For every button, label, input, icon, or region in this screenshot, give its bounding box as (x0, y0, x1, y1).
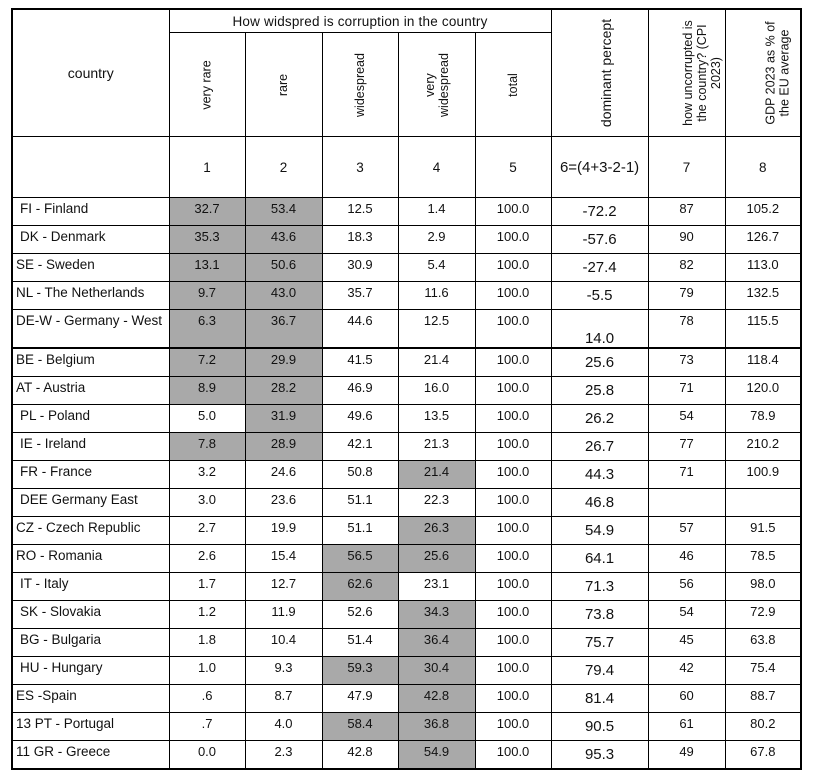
value-cell: 5.0 (169, 405, 245, 433)
header-rare: rare (245, 33, 322, 137)
value-cell: 49.6 (322, 405, 398, 433)
value-cell: 30.9 (322, 254, 398, 282)
value-cell: 100.0 (475, 377, 551, 405)
country-cell: SK - Slovakia (12, 601, 169, 629)
value-cell: 51.1 (322, 517, 398, 545)
value-cell (648, 489, 725, 517)
value-cell: 23.6 (245, 489, 322, 517)
country-cell: RO - Romania (12, 545, 169, 573)
table-row (12, 461, 801, 489)
value-cell: 100.0 (475, 517, 551, 545)
value-cell: 87 (648, 198, 725, 226)
value-cell: 13.1 (169, 254, 245, 282)
value-cell: 115.5 (725, 310, 801, 349)
value-cell: 100.0 (475, 226, 551, 254)
value-cell: 61 (648, 713, 725, 741)
corruption-perception-table (11, 8, 802, 770)
col-num: 6=(4+3-2-1) (551, 137, 648, 198)
dominant-percept-cell: 25.6 (551, 348, 648, 377)
value-cell: 46.9 (322, 377, 398, 405)
value-cell: 58.4 (322, 713, 398, 741)
value-cell: .6 (169, 685, 245, 713)
value-cell: 1.7 (169, 573, 245, 601)
value-cell: 72.9 (725, 601, 801, 629)
value-cell: 42.8 (398, 685, 475, 713)
table-row (12, 198, 801, 226)
value-cell: 56 (648, 573, 725, 601)
table-row (12, 601, 801, 629)
value-cell: 56.5 (322, 545, 398, 573)
value-cell: 1.0 (169, 657, 245, 685)
value-cell: 35.7 (322, 282, 398, 310)
value-cell: 50.6 (245, 254, 322, 282)
dominant-percept-cell: 14.0 (551, 310, 648, 349)
value-cell: 100.0 (475, 405, 551, 433)
value-cell: 7.8 (169, 433, 245, 461)
header-total: total (475, 33, 551, 137)
value-cell: 100.0 (475, 545, 551, 573)
country-cell: IE - Ireland (12, 433, 169, 461)
value-cell: 16.0 (398, 377, 475, 405)
value-cell: 36.8 (398, 713, 475, 741)
table-row (12, 657, 801, 685)
value-cell: 12.5 (322, 198, 398, 226)
value-cell (725, 489, 801, 517)
value-cell: 98.0 (725, 573, 801, 601)
value-cell: 126.7 (725, 226, 801, 254)
value-cell: 43.6 (245, 226, 322, 254)
dominant-percept-cell: -5.5 (551, 282, 648, 310)
value-cell: 2.6 (169, 545, 245, 573)
value-cell: 36.4 (398, 629, 475, 657)
value-cell: 13.5 (398, 405, 475, 433)
dominant-percept-cell: 26.2 (551, 405, 648, 433)
col-num: 5 (475, 137, 551, 198)
value-cell: 21.4 (398, 461, 475, 489)
dominant-percept-cell: 44.3 (551, 461, 648, 489)
value-cell: 59.3 (322, 657, 398, 685)
value-cell: 42.1 (322, 433, 398, 461)
value-cell: 3.2 (169, 461, 245, 489)
header-widespread: widespread (322, 33, 398, 137)
value-cell: 41.5 (322, 348, 398, 377)
dominant-percept-cell: 26.7 (551, 433, 648, 461)
dominant-percept-cell: 75.7 (551, 629, 648, 657)
col-num: 8 (725, 137, 801, 198)
table-row (12, 310, 801, 349)
value-cell: 100.0 (475, 657, 551, 685)
header-very-rare: very rare (169, 33, 245, 137)
value-cell: 79 (648, 282, 725, 310)
country-cell: DEE Germany East (12, 489, 169, 517)
value-cell: 42 (648, 657, 725, 685)
value-cell: 3.0 (169, 489, 245, 517)
country-cell: 13 PT - Portugal (12, 713, 169, 741)
dominant-percept-cell: 73.8 (551, 601, 648, 629)
value-cell: 23.1 (398, 573, 475, 601)
value-cell: 54 (648, 405, 725, 433)
table-row (12, 713, 801, 741)
value-cell: 29.9 (245, 348, 322, 377)
dominant-percept-cell: -27.4 (551, 254, 648, 282)
value-cell: 50.8 (322, 461, 398, 489)
value-cell: 1.8 (169, 629, 245, 657)
table-row (12, 573, 801, 601)
col-num: 2 (245, 137, 322, 198)
value-cell: 63.8 (725, 629, 801, 657)
value-cell: 44.6 (322, 310, 398, 349)
value-cell: 25.6 (398, 545, 475, 573)
column-number-row (12, 137, 801, 198)
value-cell: 100.0 (475, 489, 551, 517)
value-cell: 51.4 (322, 629, 398, 657)
dominant-percept-cell: 54.9 (551, 517, 648, 545)
value-cell: 8.9 (169, 377, 245, 405)
value-cell: 78 (648, 310, 725, 349)
value-cell: 9.7 (169, 282, 245, 310)
value-cell: 34.3 (398, 601, 475, 629)
table-row (12, 629, 801, 657)
value-cell: 132.5 (725, 282, 801, 310)
dominant-percept-cell: 64.1 (551, 545, 648, 573)
value-cell: 1.4 (398, 198, 475, 226)
value-cell: 2.9 (398, 226, 475, 254)
value-cell: 18.3 (322, 226, 398, 254)
value-cell: 88.7 (725, 685, 801, 713)
value-cell: 54.9 (398, 741, 475, 770)
dominant-percept-cell: 90.5 (551, 713, 648, 741)
value-cell: 100.0 (475, 741, 551, 770)
table-row (12, 282, 801, 310)
table-row (12, 489, 801, 517)
col-num: 4 (398, 137, 475, 198)
value-cell: 100.0 (475, 310, 551, 349)
col-num: 1 (169, 137, 245, 198)
table-row (12, 545, 801, 573)
value-cell: 49 (648, 741, 725, 770)
value-cell: 6.3 (169, 310, 245, 349)
value-cell: 46 (648, 545, 725, 573)
dominant-percept-cell: 71.3 (551, 573, 648, 601)
country-cell: HU - Hungary (12, 657, 169, 685)
value-cell: 31.9 (245, 405, 322, 433)
dominant-percept-cell: 79.4 (551, 657, 648, 685)
country-cell: IT - Italy (12, 573, 169, 601)
value-cell: 12.5 (398, 310, 475, 349)
dominant-percept-cell: -57.6 (551, 226, 648, 254)
value-cell: 1.2 (169, 601, 245, 629)
value-cell: 100.0 (475, 713, 551, 741)
value-cell: 100.0 (475, 348, 551, 377)
header-very-widespread: very widespread (398, 33, 475, 137)
value-cell: 8.7 (245, 685, 322, 713)
value-cell: 36.7 (245, 310, 322, 349)
value-cell: 28.9 (245, 433, 322, 461)
value-cell: 15.4 (245, 545, 322, 573)
dominant-percept-cell: 95.3 (551, 741, 648, 770)
value-cell: 9.3 (245, 657, 322, 685)
header-cpi: how uncorrupted is the country? (CPI 2023) (648, 9, 725, 137)
value-cell: 100.0 (475, 573, 551, 601)
value-cell: 43.0 (245, 282, 322, 310)
value-cell: 11.9 (245, 601, 322, 629)
country-cell: FR - France (12, 461, 169, 489)
value-cell: 35.3 (169, 226, 245, 254)
value-cell: 4.0 (245, 713, 322, 741)
country-cell: ES -Spain (12, 685, 169, 713)
value-cell: 100.0 (475, 433, 551, 461)
value-cell: 21.4 (398, 348, 475, 377)
value-cell: 105.2 (725, 198, 801, 226)
value-cell: 100.0 (475, 629, 551, 657)
value-cell: 28.2 (245, 377, 322, 405)
value-cell: 2.7 (169, 517, 245, 545)
value-cell: 77 (648, 433, 725, 461)
col-num: 3 (322, 137, 398, 198)
value-cell: 80.2 (725, 713, 801, 741)
country-cell: DE-W - Germany - West (12, 310, 169, 349)
value-cell: 78.5 (725, 545, 801, 573)
country-cell: FI - Finland (12, 198, 169, 226)
value-cell: 2.3 (245, 741, 322, 770)
value-cell: .7 (169, 713, 245, 741)
value-cell: 52.6 (322, 601, 398, 629)
table-row (12, 377, 801, 405)
value-cell: 100.0 (475, 601, 551, 629)
value-cell: 22.3 (398, 489, 475, 517)
country-cell: 11 GR - Greece (12, 741, 169, 770)
value-cell: 78.9 (725, 405, 801, 433)
value-cell: 32.7 (169, 198, 245, 226)
value-cell: 100.0 (475, 461, 551, 489)
value-cell: 100.0 (475, 685, 551, 713)
country-cell: DK - Denmark (12, 226, 169, 254)
value-cell: 100.0 (475, 198, 551, 226)
dominant-percept-cell: 25.8 (551, 377, 648, 405)
country-cell: AT - Austria (12, 377, 169, 405)
table-row (12, 348, 801, 377)
country-cell: NL - The Netherlands (12, 282, 169, 310)
value-cell: 12.7 (245, 573, 322, 601)
table-row (12, 254, 801, 282)
value-cell: 51.1 (322, 489, 398, 517)
country-cell: SE - Sweden (12, 254, 169, 282)
value-cell: 71 (648, 461, 725, 489)
table-row (12, 433, 801, 461)
country-cell: BE - Belgium (12, 348, 169, 377)
value-cell: 47.9 (322, 685, 398, 713)
col-num: 7 (648, 137, 725, 198)
value-cell: 118.4 (725, 348, 801, 377)
table-row (12, 517, 801, 545)
value-cell: 11.6 (398, 282, 475, 310)
dominant-percept-cell: 81.4 (551, 685, 648, 713)
header-gdp: GDP 2023 as % of the EU average (725, 9, 801, 137)
table-row (12, 741, 801, 770)
value-cell: 10.4 (245, 629, 322, 657)
dominant-percept-cell: -72.2 (551, 198, 648, 226)
table-row (12, 405, 801, 433)
dominant-percept-cell: 46.8 (551, 489, 648, 517)
value-cell: 53.4 (245, 198, 322, 226)
value-cell: 113.0 (725, 254, 801, 282)
value-cell: 57 (648, 517, 725, 545)
value-cell: 24.6 (245, 461, 322, 489)
value-cell: 91.5 (725, 517, 801, 545)
country-cell: BG - Bulgaria (12, 629, 169, 657)
value-cell: 120.0 (725, 377, 801, 405)
value-cell: 0.0 (169, 741, 245, 770)
value-cell: 45 (648, 629, 725, 657)
value-cell: 100.9 (725, 461, 801, 489)
value-cell: 54 (648, 601, 725, 629)
value-cell: 21.3 (398, 433, 475, 461)
header-dominant-percept: dominant percept (551, 9, 648, 137)
value-cell: 100.0 (475, 254, 551, 282)
value-cell: 100.0 (475, 282, 551, 310)
value-cell: 7.2 (169, 348, 245, 377)
value-cell: 30.4 (398, 657, 475, 685)
header-country: country (12, 9, 169, 137)
country-cell: CZ - Czech Republic (12, 517, 169, 545)
value-cell: 75.4 (725, 657, 801, 685)
value-cell: 5.4 (398, 254, 475, 282)
value-cell: 67.8 (725, 741, 801, 770)
value-cell: 60 (648, 685, 725, 713)
value-cell: 82 (648, 254, 725, 282)
table-row (12, 226, 801, 254)
value-cell: 19.9 (245, 517, 322, 545)
value-cell: 71 (648, 377, 725, 405)
value-cell: 90 (648, 226, 725, 254)
value-cell: 73 (648, 348, 725, 377)
country-cell: PL - Poland (12, 405, 169, 433)
value-cell: 62.6 (322, 573, 398, 601)
value-cell: 42.8 (322, 741, 398, 770)
header-group-corruption: How widspred is corruption in the country (169, 9, 551, 33)
value-cell: 210.2 (725, 433, 801, 461)
value-cell: 26.3 (398, 517, 475, 545)
table-row (12, 685, 801, 713)
